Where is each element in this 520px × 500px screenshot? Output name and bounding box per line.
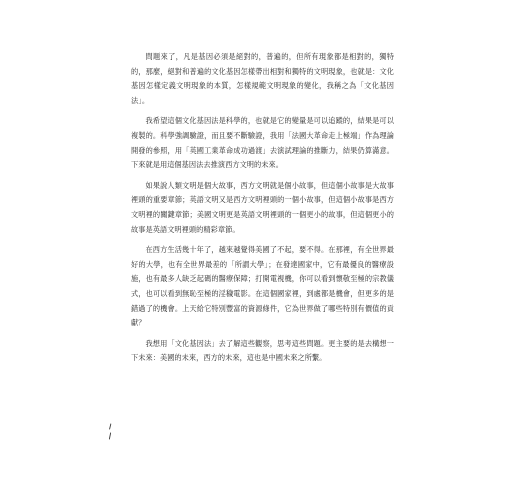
paragraph-1: 問題來了，凡是基因必須是絕對的，普遍的，但所有現象都是相對的，獨特的，那麼，絕對和普遍的文化基因怎樣帶出相對和獨特的文明現象，也就是：文化基因怎樣定義文明現象的本質，怎樣規範文明現象的變化，我稱之為「文化基因法」。 bbox=[131, 52, 394, 105]
paragraph-3: 如果說人類文明是個大故事，西方文明就是個小故事，但這個小故事是大故事裡頭的重要章節；英語文明又是西方文明裡頭的一個小故事，但這個小故事是西方文明裡的關鍵章節；美國文明更是英語文明裡頭的一個更小的故事，但這個更小的故事是英語文明裡頭的精彩章節。 bbox=[131, 180, 394, 234]
margin-mark bbox=[108, 423, 112, 441]
body-text bbox=[131, 50, 394, 372]
paragraph-2: 我希望這個文化基因法是科學的，也就是它的變量是可以追蹤的，結果是可以複製的。科學強調驗證，而且要不斷驗證，我用「法國大革命走上極端」作為理論開發的參照，用「英國工業革命成功過渡」去演試理論的推斷力，結果仍算滿意。下來就是用這個基因法去推演西方文明的未來。 bbox=[131, 116, 394, 170]
paragraph-4: 在西方生活幾十年了，越來越覺得美國了不起，要不得。在那裡，有全世界最好的大學，也有全世界最差的「所謂大學」；在發達國家中，它有最優良的醫療設施，也有最多人缺乏起碼的醫療保障；打開電視機，你可以看到懷敬至極的宗教儀式，也可以看到無恥至極的淫穢電影。在這個國家裡，到處都是機會，但更多的是錯過了的機會。上天給它特別豐富的資源條件，它為世界做了哪些特別有價值的貢獻？ bbox=[131, 245, 394, 328]
paragraph-5: 我想用「文化基因法」去了解這些觀察，思考這些問題。更主要的是去構想一下未來：美國的未來，西方的未來，這也是中國未來之所繫。 bbox=[131, 338, 394, 363]
